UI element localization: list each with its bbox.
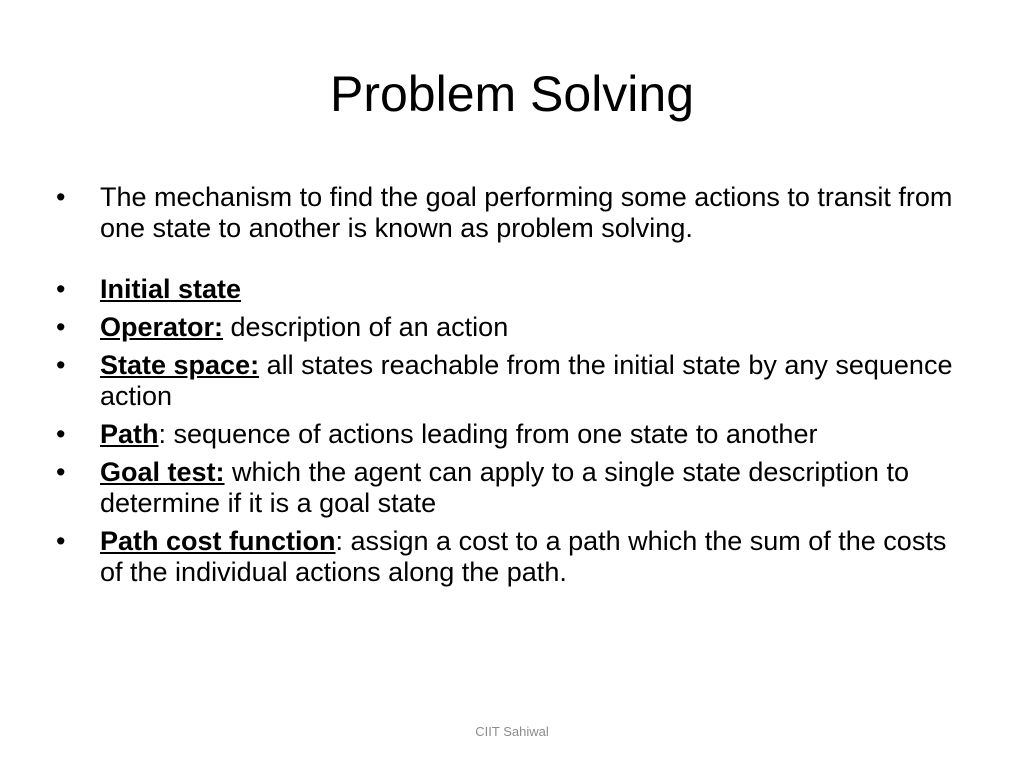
bullet-dot-icon: •	[56, 182, 66, 212]
bullet-dot-icon: •	[56, 350, 66, 380]
term-goal-test: Goal test:	[100, 457, 225, 487]
bullet-dot-icon: •	[56, 457, 66, 487]
desc-goal-test: which the agent can apply to a single state description to determine if it is a goal state	[100, 457, 909, 518]
desc-path-cost-function: : assign a cost to a path which the sum of the costs of the individual actions along the path.	[100, 526, 947, 587]
bullet-dot-icon: •	[56, 274, 66, 304]
bullet-initial-state	[56, 274, 976, 305]
term-path-cost-function: Path cost function	[100, 526, 336, 556]
bullet-path	[56, 419, 976, 450]
term-state-space: State space:	[100, 350, 260, 380]
bullet-dot-icon: •	[56, 526, 66, 556]
bullet-list	[56, 182, 976, 595]
slide-footer: CIIT Sahiwal	[475, 724, 549, 739]
bullet-intro	[56, 182, 976, 244]
bullet-operator	[56, 312, 976, 343]
bullet-goal-test	[56, 457, 976, 519]
desc-state-space: all states reachable from the initial state by any sequence action	[100, 350, 953, 411]
bullet-dot-icon: •	[56, 312, 66, 342]
term-operator: Operator:	[100, 312, 224, 342]
slide-title: Problem Solving	[329, 66, 695, 122]
bullet-path-cost-function	[56, 526, 976, 588]
intro-text: The mechanism to find the goal performing some actions to transit from one state to another is known as problem solving.	[100, 182, 953, 243]
term-initial-state: Initial state	[100, 274, 242, 304]
bullet-state-space	[56, 350, 976, 412]
term-path: Path	[100, 419, 159, 449]
bullet-dot-icon: •	[56, 419, 66, 449]
desc-path: : sequence of actions leading from one state to another	[158, 419, 818, 449]
desc-operator: description of an action	[223, 312, 509, 342]
